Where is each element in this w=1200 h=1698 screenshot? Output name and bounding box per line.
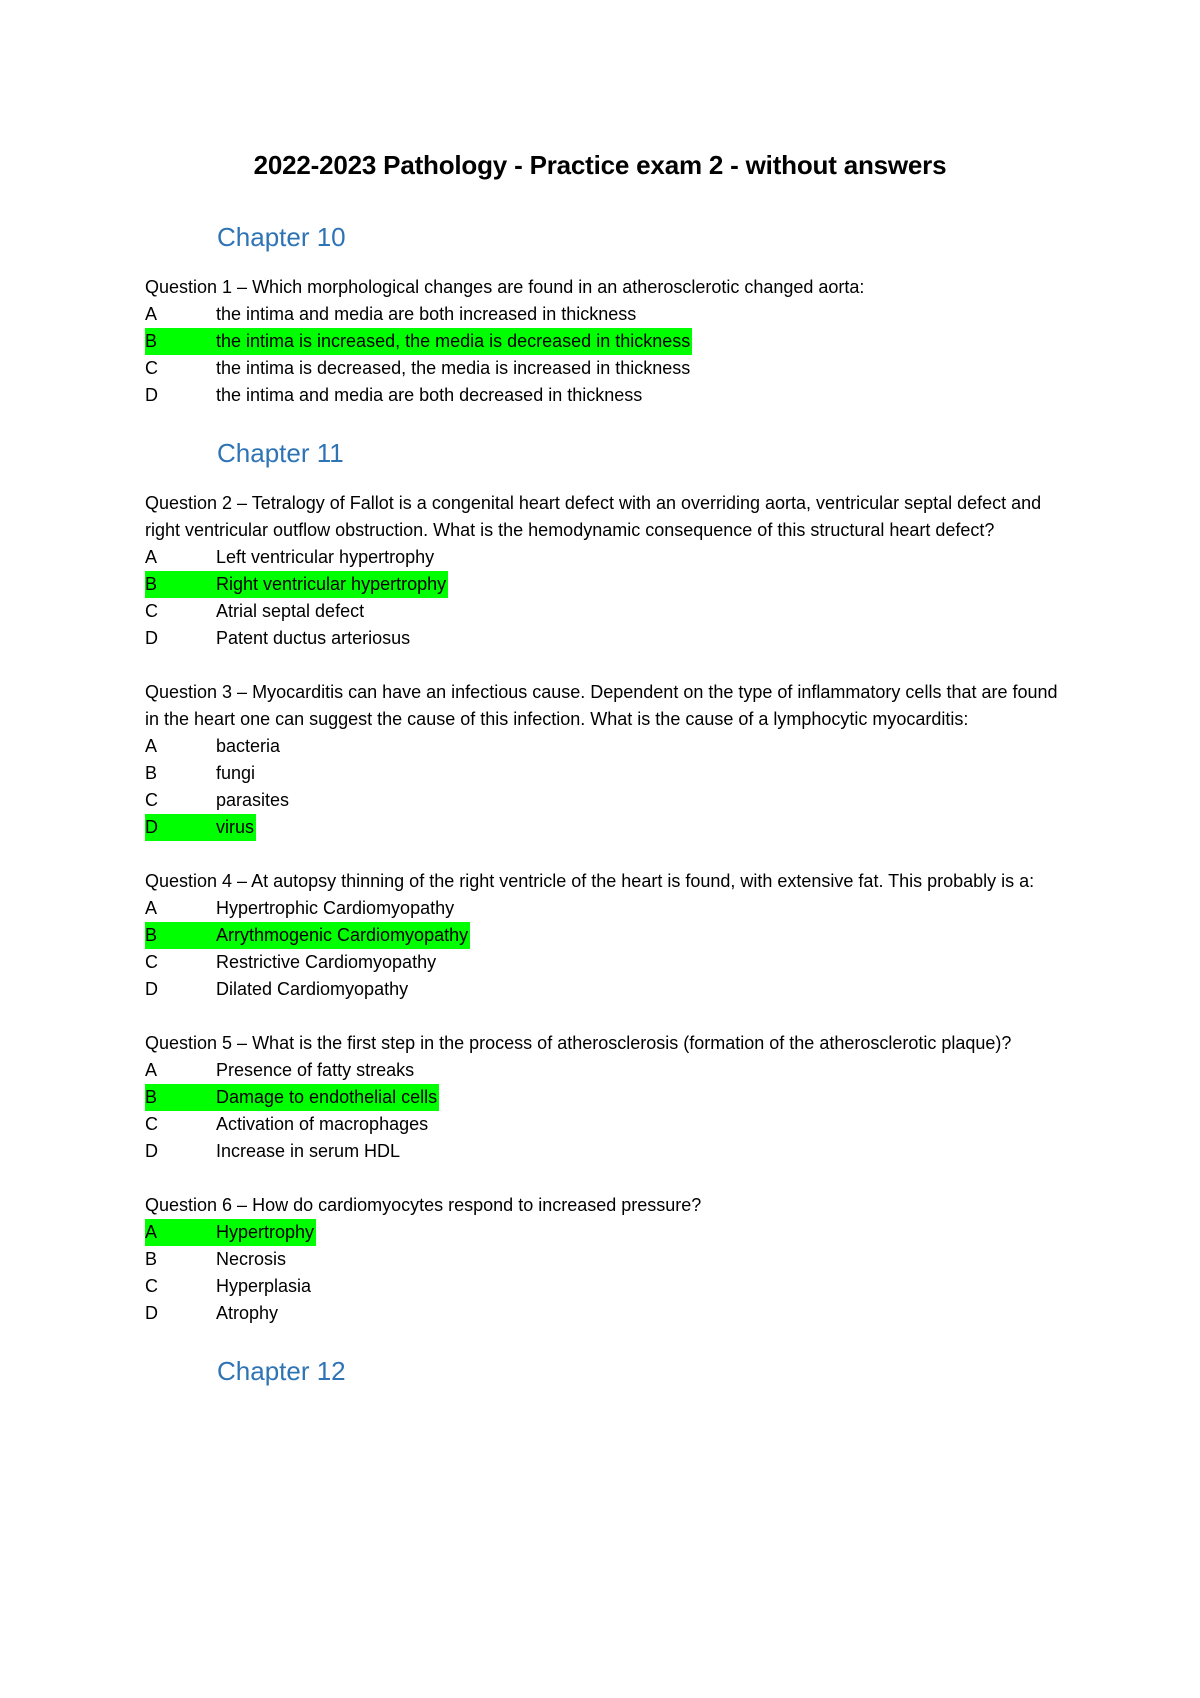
option-letter: B [145, 763, 158, 783]
chapter-heading: Chapter 10 [217, 222, 346, 252]
answer-row [145, 895, 456, 922]
question-text: Question 3 – Myocarditis can have an infectious cause. Dependent on the type of inflammatory cells that are found in the heart one can suggest the cause of this infection. What is the cause of a lymphocytic myocarditis: [145, 682, 1058, 729]
option-letter: A [145, 1060, 158, 1080]
document-title: 2022-2023 Pathology - Practice exam 2 - without answers [253, 150, 947, 180]
option-text: Arrythmogenic Cardiomyopathy [216, 925, 469, 945]
answer-option [145, 787, 1065, 814]
answer-option [145, 1084, 1065, 1111]
option-letter: B [145, 925, 158, 945]
answer-option [145, 922, 1065, 949]
option-letter: C [145, 1276, 158, 1296]
option-letter: C [145, 790, 158, 810]
chapter-section [145, 436, 1065, 1327]
option-text: virus [216, 817, 255, 837]
answer-row [145, 1138, 402, 1165]
answer-row [145, 544, 436, 571]
option-text: Dilated Cardiomyopathy [216, 979, 409, 999]
question-item [145, 274, 1065, 409]
option-letter: B [145, 574, 158, 594]
option-text: Necrosis [216, 1249, 287, 1269]
answer-option [145, 382, 1065, 409]
option-letter: A [145, 547, 158, 567]
chapter-heading: Chapter 12 [217, 1356, 346, 1386]
answer-row [145, 1111, 430, 1138]
answer-row [145, 733, 282, 760]
answer-option [145, 895, 1065, 922]
question-text: Question 4 – At autopsy thinning of the right ventricle of the heart is found, with extensive fat. This probably is a: [145, 871, 1035, 891]
option-letter: C [145, 1114, 158, 1134]
option-text: the intima and media are both decreased in thickness [216, 385, 643, 405]
answer-option [145, 1138, 1065, 1165]
option-letter: A [145, 304, 158, 324]
option-letter: A [145, 736, 158, 756]
answer-option [145, 544, 1065, 571]
option-letter: A [145, 1222, 158, 1242]
option-text: the intima is increased, the media is decreased in thickness [216, 331, 691, 351]
option-text: Hyperplasia [216, 1276, 312, 1296]
answer-row [145, 625, 412, 652]
answer-option [145, 1057, 1065, 1084]
answer-option [145, 625, 1065, 652]
question-text: Question 2 – Tetralogy of Fallot is a congenital heart defect with an overriding aorta, ventricular septal defect and right ventricular outflow obstruction. What is the hemodynamic consequence of this structural heart defect? [145, 493, 1042, 540]
option-text: fungi [216, 763, 256, 783]
option-text: Presence of fatty streaks [216, 1060, 415, 1080]
chapter-section [145, 220, 1065, 409]
question-item [145, 679, 1065, 841]
question-item [145, 1192, 1065, 1327]
answer-option [145, 571, 1065, 598]
answer-row [145, 760, 257, 787]
answer-option [145, 1246, 1065, 1273]
answer-option [145, 1273, 1065, 1300]
answer-row [145, 787, 291, 814]
answer-option [145, 814, 1065, 841]
option-letter: C [145, 952, 158, 972]
option-text: Patent ductus arteriosus [216, 628, 411, 648]
answer-row [145, 598, 366, 625]
answer-option [145, 301, 1065, 328]
highlighted-answer [145, 814, 256, 841]
answer-row [145, 949, 438, 976]
option-letter: D [145, 385, 158, 405]
answer-row [145, 1057, 416, 1084]
answer-option [145, 976, 1065, 1003]
option-text: Atrial septal defect [216, 601, 365, 621]
option-text: Right ventricular hypertrophy [216, 574, 447, 594]
option-text: the intima and media are both increased in thickness [216, 304, 637, 324]
answer-option [145, 1219, 1065, 1246]
question-item [145, 1030, 1065, 1165]
answer-option [145, 949, 1065, 976]
answer-row [145, 1273, 313, 1300]
option-letter: A [145, 898, 158, 918]
option-text: Left ventricular hypertrophy [216, 547, 435, 567]
option-text: Hypertrophic Cardiomyopathy [216, 898, 455, 918]
answer-row [145, 382, 644, 409]
chapter-heading: Chapter 11 [217, 438, 344, 468]
answer-option [145, 1111, 1065, 1138]
question-text: Question 5 – What is the first step in the process of atherosclerosis (formation of the atherosclerotic plaque)? [145, 1033, 1012, 1053]
highlighted-answer [145, 1084, 439, 1111]
option-text: Restrictive Cardiomyopathy [216, 952, 437, 972]
option-letter: D [145, 817, 158, 837]
highlighted-answer [145, 1219, 316, 1246]
highlighted-answer [145, 571, 448, 598]
option-letter: D [145, 1141, 158, 1161]
answer-row [145, 301, 638, 328]
question-item [145, 490, 1065, 652]
option-letter: B [145, 1087, 158, 1107]
document-body [145, 220, 1065, 1414]
answer-row [145, 976, 410, 1003]
option-text: parasites [216, 790, 290, 810]
option-letter: B [145, 1249, 158, 1269]
answer-row [145, 1300, 280, 1327]
answer-option [145, 355, 1065, 382]
option-text: Atrophy [216, 1303, 279, 1323]
option-text: the intima is decreased, the media is increased in thickness [216, 358, 691, 378]
option-letter: D [145, 628, 158, 648]
option-letter: C [145, 601, 158, 621]
chapter-section [145, 1354, 1065, 1388]
answer-option [145, 760, 1065, 787]
option-text: Hypertrophy [216, 1222, 315, 1242]
option-letter: B [145, 331, 158, 351]
option-text: Increase in serum HDL [216, 1141, 401, 1161]
answer-option [145, 328, 1065, 355]
option-letter: C [145, 358, 158, 378]
question-text: Question 6 – How do cardiomyocytes respond to increased pressure? [145, 1195, 702, 1215]
option-text: bacteria [216, 736, 281, 756]
answer-option [145, 733, 1065, 760]
option-letter: D [145, 1303, 158, 1323]
question-text: Question 1 – Which morphological changes are found in an atherosclerotic changed aorta: [145, 277, 865, 297]
option-letter: D [145, 979, 158, 999]
answer-row [145, 355, 692, 382]
answer-option [145, 598, 1065, 625]
answer-option [145, 1300, 1065, 1327]
highlighted-answer [145, 328, 692, 355]
question-item [145, 868, 1065, 1003]
highlighted-answer [145, 922, 470, 949]
option-text: Damage to endothelial cells [216, 1087, 438, 1107]
answer-row [145, 1246, 288, 1273]
option-text: Activation of macrophages [216, 1114, 429, 1134]
